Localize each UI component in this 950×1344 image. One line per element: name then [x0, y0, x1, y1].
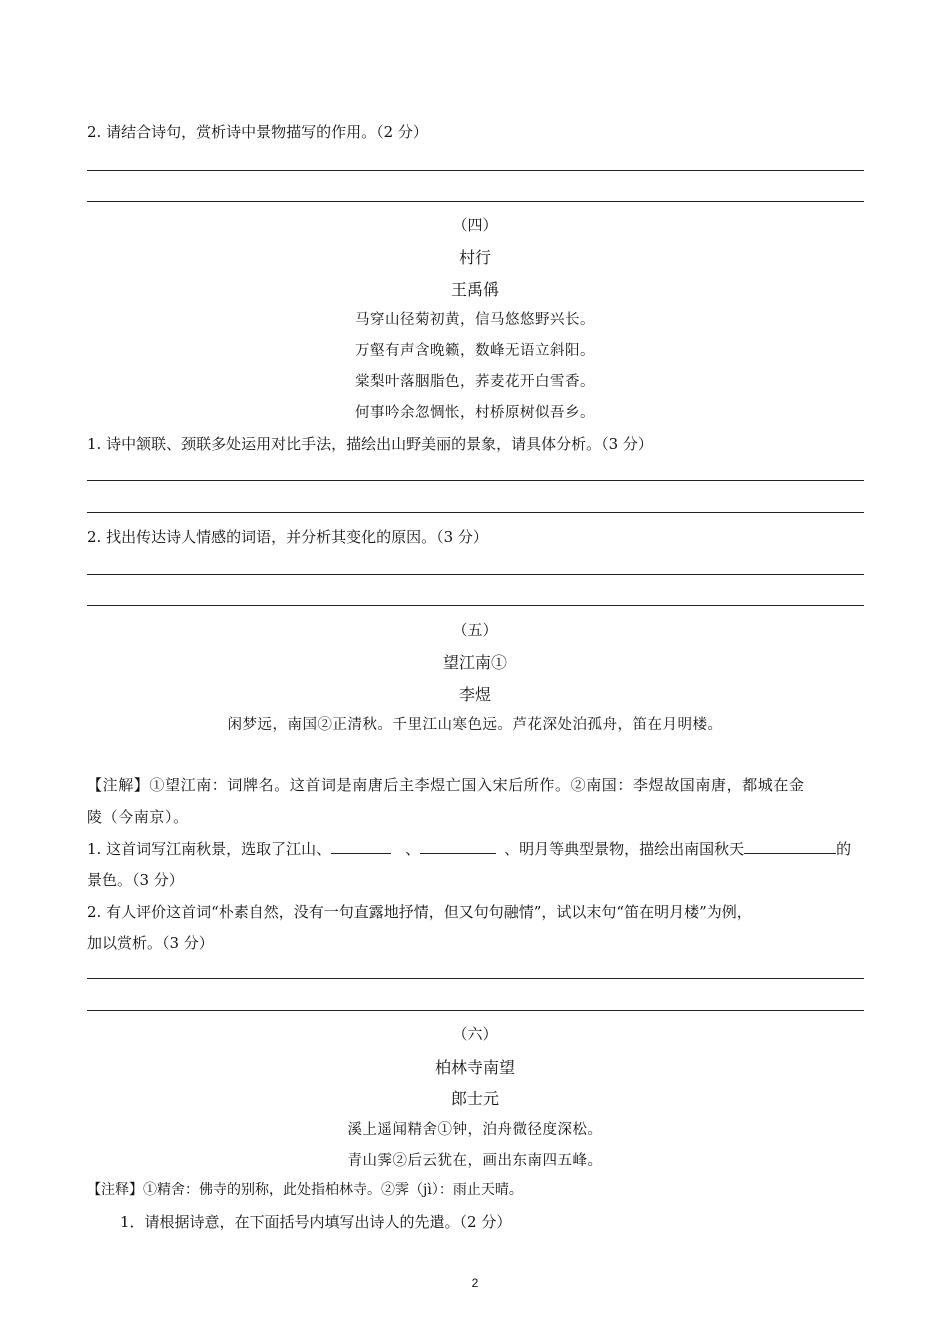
poem-title: 柏林寺南望	[434, 1058, 515, 1077]
answer-line	[87, 1010, 864, 1011]
answer-line	[87, 978, 864, 979]
question-segment: 、	[405, 840, 421, 858]
section-heading: （六）	[452, 1025, 498, 1043]
page-number: 2	[471, 1276, 479, 1290]
answer-line	[87, 574, 864, 575]
answer-line	[87, 512, 864, 513]
annotation-note: 【注解】①望江南：词牌名。这首词是南唐后主李煜亡国入宋后所作。②南国：李煜故国南唐，都城在金	[87, 776, 805, 794]
poem-line: 棠梨叶落胭脂色，荞麦花开白雪香。	[355, 374, 595, 390]
section-heading: （五）	[452, 621, 498, 639]
question-segment: 、明月等典型景物，描绘出南国秋天	[504, 840, 745, 858]
answer-line	[87, 480, 864, 481]
fill-in-question	[87, 838, 851, 859]
annotation-note: 【注释】①精舍：佛寺的别称，此处指柏林寺。②霁（jì）：雨止天晴。	[87, 1182, 523, 1198]
question-text: 1．请根据诗意，在下面括号内填写出诗人的先遣。（2 分）	[120, 1213, 512, 1231]
question-text: 景色。（3 分）	[87, 871, 184, 889]
poem-line: 闲梦远，南国②正清秋。千里江山寒色远。芦花深处泊孤舟，笛在月明楼。	[227, 717, 723, 733]
question-text: 2. 有人评价这首词“朴素自然，没有一句直露地抒情，但又句句融情”，试以末句“笛在明月楼”为例，	[87, 903, 752, 921]
poem-line: 溪上遥闻精舍①钟，泊舟微径度深松。	[347, 1122, 603, 1138]
poem-title: 望江南①	[442, 653, 507, 672]
question-segment: 的	[836, 840, 852, 858]
answer-line	[87, 170, 864, 171]
fill-blank[interactable]	[744, 839, 836, 854]
poem-author: 郎士元	[450, 1089, 499, 1108]
poem-title: 村行	[458, 248, 491, 267]
section-heading: （四）	[452, 216, 498, 234]
annotation-note: 陵（今南京）。	[87, 808, 189, 826]
poem-line: 青山霁②后云犹在，画出东南四五峰。	[347, 1153, 603, 1169]
question-text: 1. 诗中颔联、颈联多处运用对比手法，描绘出山野美丽的景象，请具体分析。（3 分）	[87, 435, 653, 453]
poem-line: 马穿山径菊初黄，信马悠悠野兴长。	[355, 312, 595, 328]
fill-blank[interactable]	[420, 839, 496, 854]
poem-line: 万壑有声含晚籁，数峰无语立斜阳。	[355, 343, 595, 359]
question-text: 2. 请结合诗句，赏析诗中景物描写的作用。（2 分）	[87, 123, 428, 141]
question-text: 2. 找出传达诗人情感的词语，并分析其变化的原因。（3 分）	[87, 528, 488, 546]
poem-line: 何事吟余忽惆怅，村桥原树似吾乡。	[355, 405, 595, 421]
question-text: 加以赏析。（3 分）	[87, 934, 214, 952]
fill-blank[interactable]	[331, 839, 391, 854]
poem-author: 李煜	[458, 685, 491, 704]
answer-line	[87, 201, 864, 202]
answer-line	[87, 605, 864, 606]
poem-author: 王禹偁	[450, 280, 499, 299]
question-segment: 1. 这首词写江南秋景，选取了江山、	[87, 840, 332, 858]
